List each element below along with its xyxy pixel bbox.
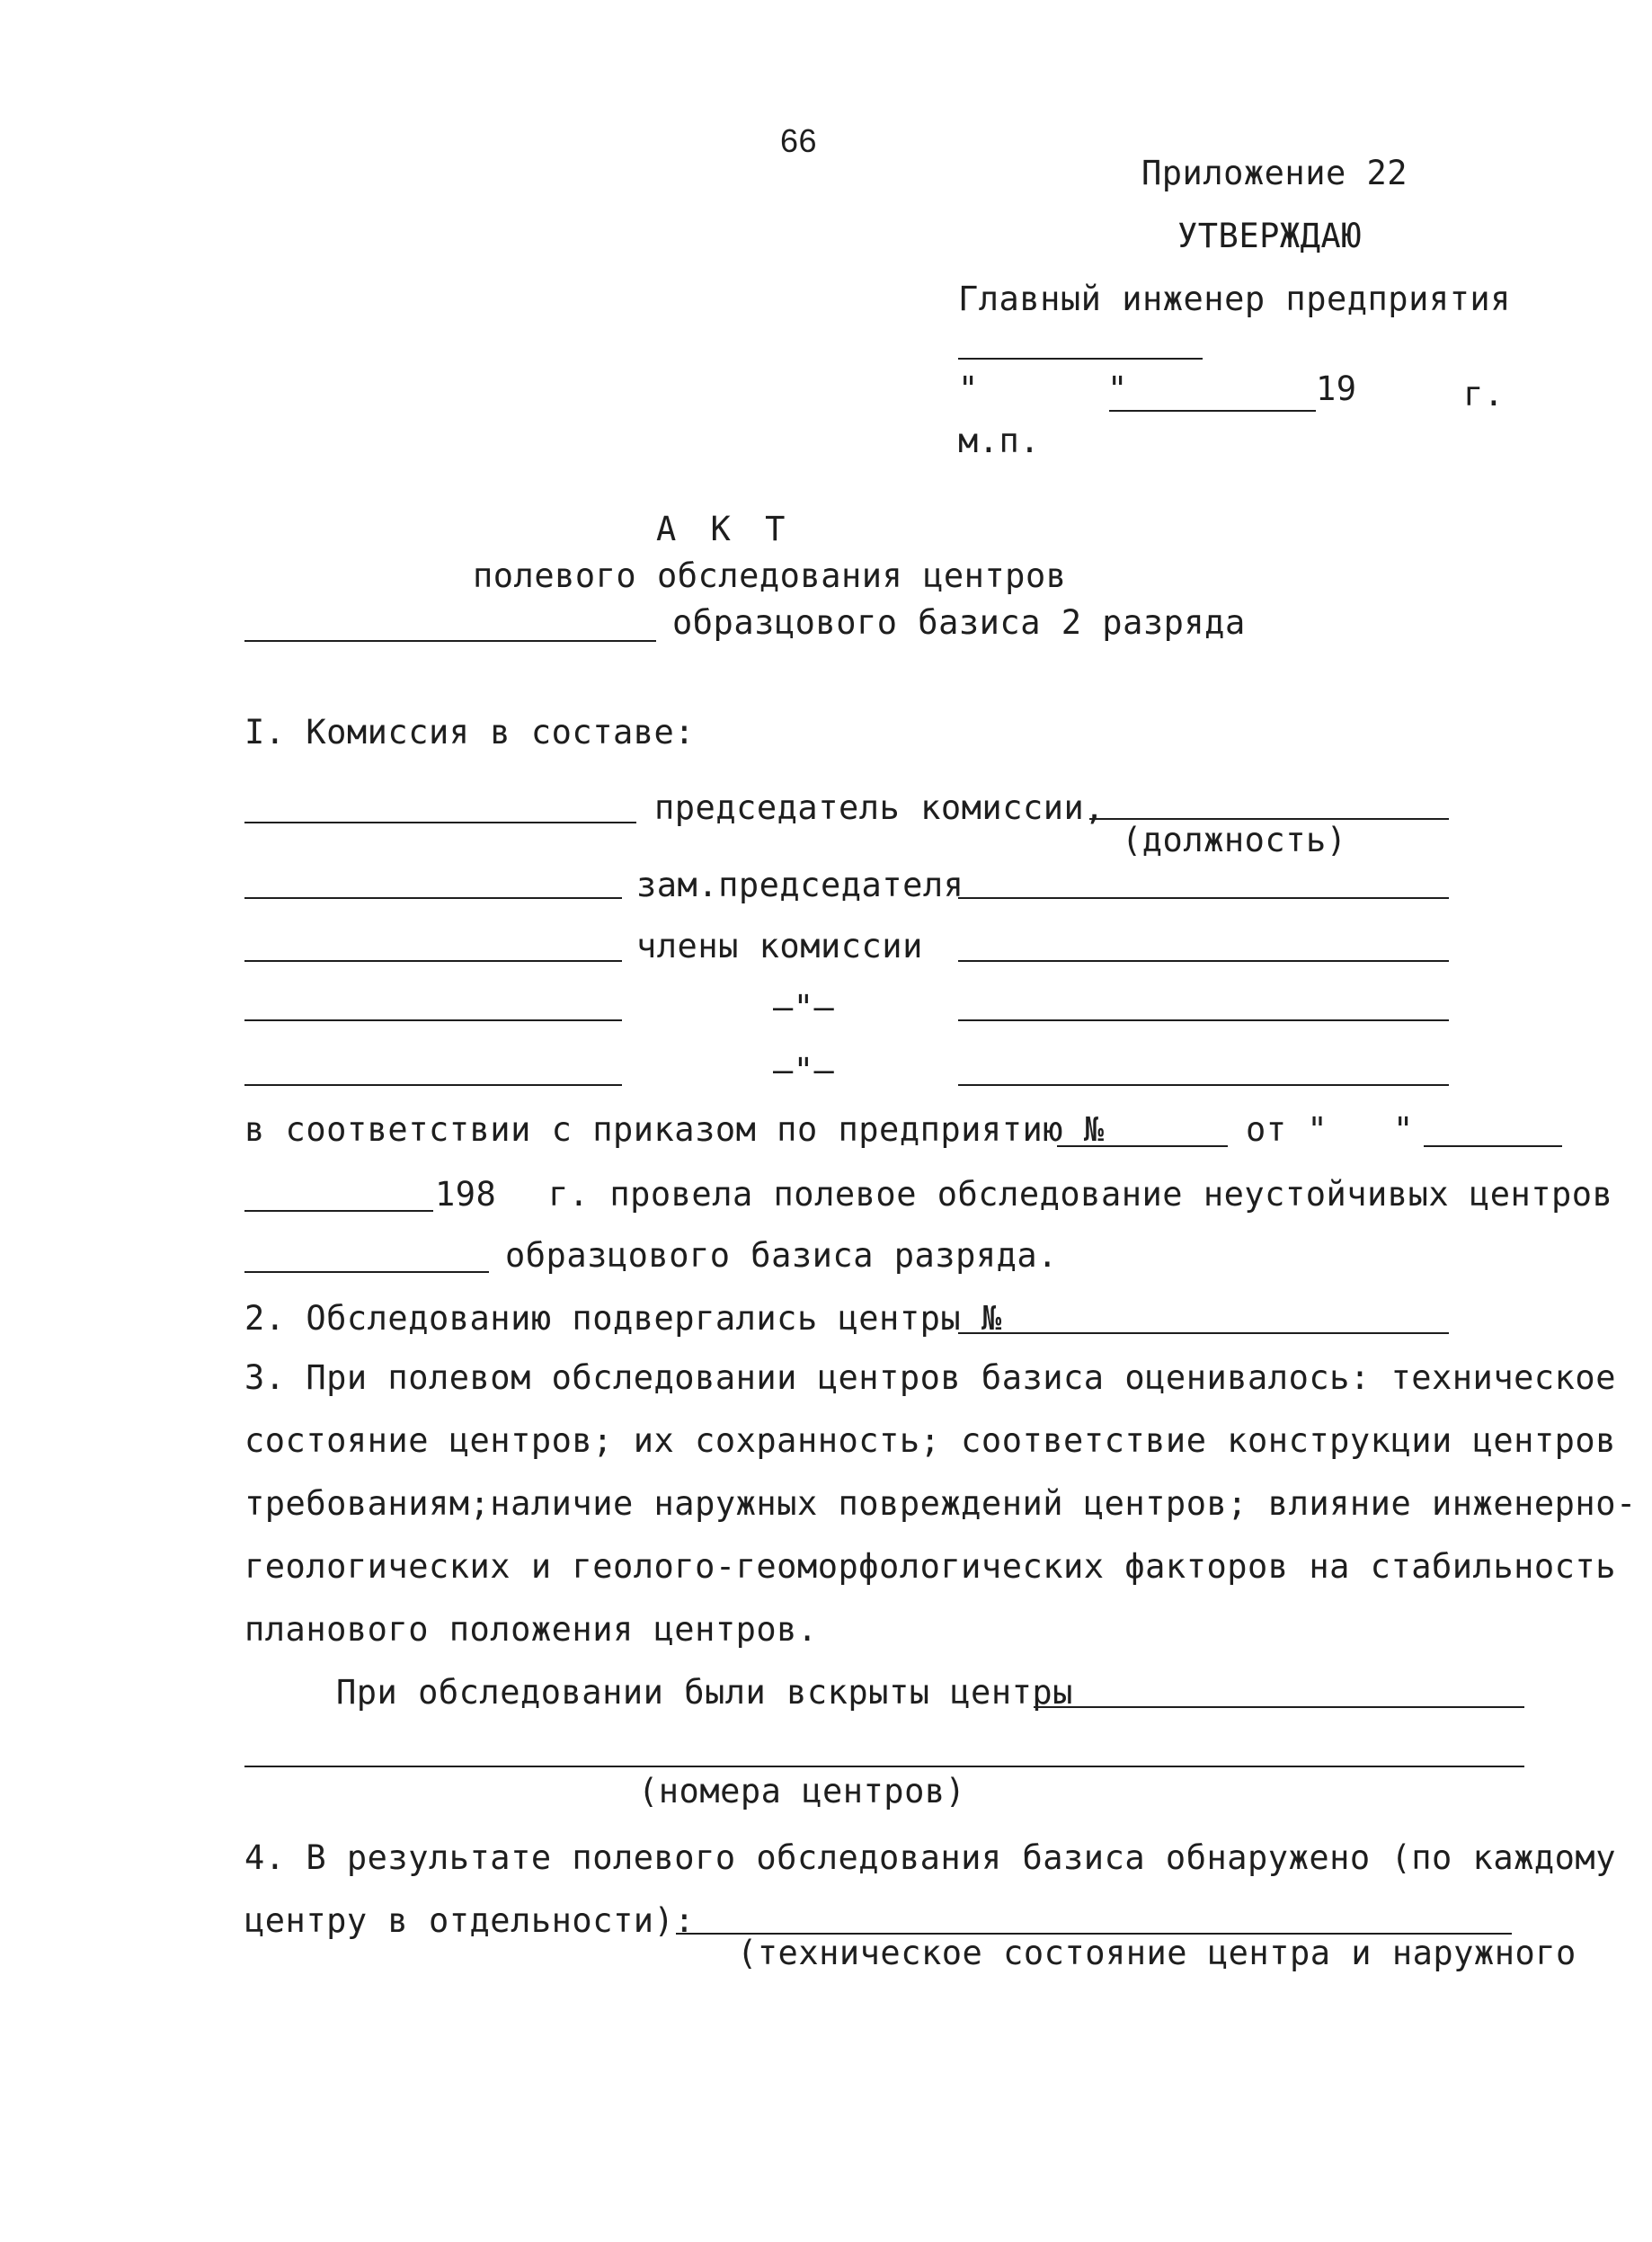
approve-label: УТВЕРЖДАЮ [1177,217,1362,255]
section1-heading: I. Комиссия в составе: [244,713,696,752]
order-number-line [1057,1145,1228,1147]
findings-caption: (техническое состояние центра и наружного [737,1934,1577,1972]
member2-name-line [244,1019,622,1021]
deputy-label: зам.председателя [636,866,964,904]
member2-position-line [958,1019,1449,1021]
chief-engineer-label: Главный инженер предприятия [958,280,1511,318]
opened-centers-text: При обследовании были вскрыты центры [336,1673,1073,1712]
basis-name-line-2 [244,1271,489,1273]
section3-line-1: 3. При полевом обследовании центров базиса оценивалось: техническое [244,1358,1616,1397]
position-caption: (должность) [1122,821,1347,859]
title-line-1: полевого обследования центров [473,556,1067,595]
section3-line-5: планового положения центров. [244,1610,818,1649]
section3-line-4: геологических и геолого-геоморфологических факторов на стабильность [244,1547,1616,1586]
year-198: 198 [435,1175,497,1214]
basis-name-line [244,640,656,642]
deputy-position-line [958,897,1449,899]
date-month-line [1109,410,1316,412]
date-quote-open: " [958,369,979,408]
ditto-mark-2: –"– [773,1051,835,1090]
numbers-caption: (номера центров) [638,1772,966,1811]
section2-text: 2. Обследованию подвергались центры № [244,1299,1002,1338]
order-text: в соответствии с приказом по предприятию № [244,1110,1105,1149]
section4-line-2: центру в отдельности): [244,1901,696,1940]
year-suffix: г. [1463,375,1505,414]
chairman-label: председатель комиссии, [654,788,1106,827]
order-date-line [1424,1145,1562,1147]
deputy-name-line [244,897,622,899]
year-prefix: 19 [1316,369,1357,408]
appendix-label: Приложение 22 [1141,154,1408,192]
order-quote-close: " [1393,1110,1414,1149]
member3-position-line [958,1084,1449,1086]
member1-position-line [958,960,1449,962]
conducted-text: г. провела полевое обследование неустойчивых центров [548,1175,1613,1214]
section4-line-1: 4. В результате полевого обследования базиса обнаружено (по каждому [244,1838,1616,1877]
order-from: от " [1246,1110,1328,1149]
signature-line [958,358,1203,360]
date-quote-close: " [1107,369,1128,408]
order-month-line [244,1210,433,1212]
chairman-name-line [244,822,636,823]
opened-centers-line [1034,1706,1524,1708]
section3-line-2: состояние центров; их сохранность; соответствие конструкции центров [244,1421,1616,1460]
section3-line-3: требованиям;наличие наружных повреждений центров; влияние инженерно- [244,1484,1637,1523]
act-title: А К Т [656,510,793,548]
member3-name-line [244,1084,622,1086]
ditto-mark-1: –"– [773,988,835,1027]
basis-rank-text: образцового базиса разряда. [505,1236,1058,1275]
title-line-2: образцового базиса 2 разряда [672,603,1246,642]
page-number: 66 [780,122,818,159]
opened-centers-full-line [244,1766,1524,1767]
seal-label: м.п. [958,422,1041,460]
member1-name-line [244,960,622,962]
centers-numbers-line [958,1332,1449,1334]
members-label: члены комиссии [636,927,923,965]
